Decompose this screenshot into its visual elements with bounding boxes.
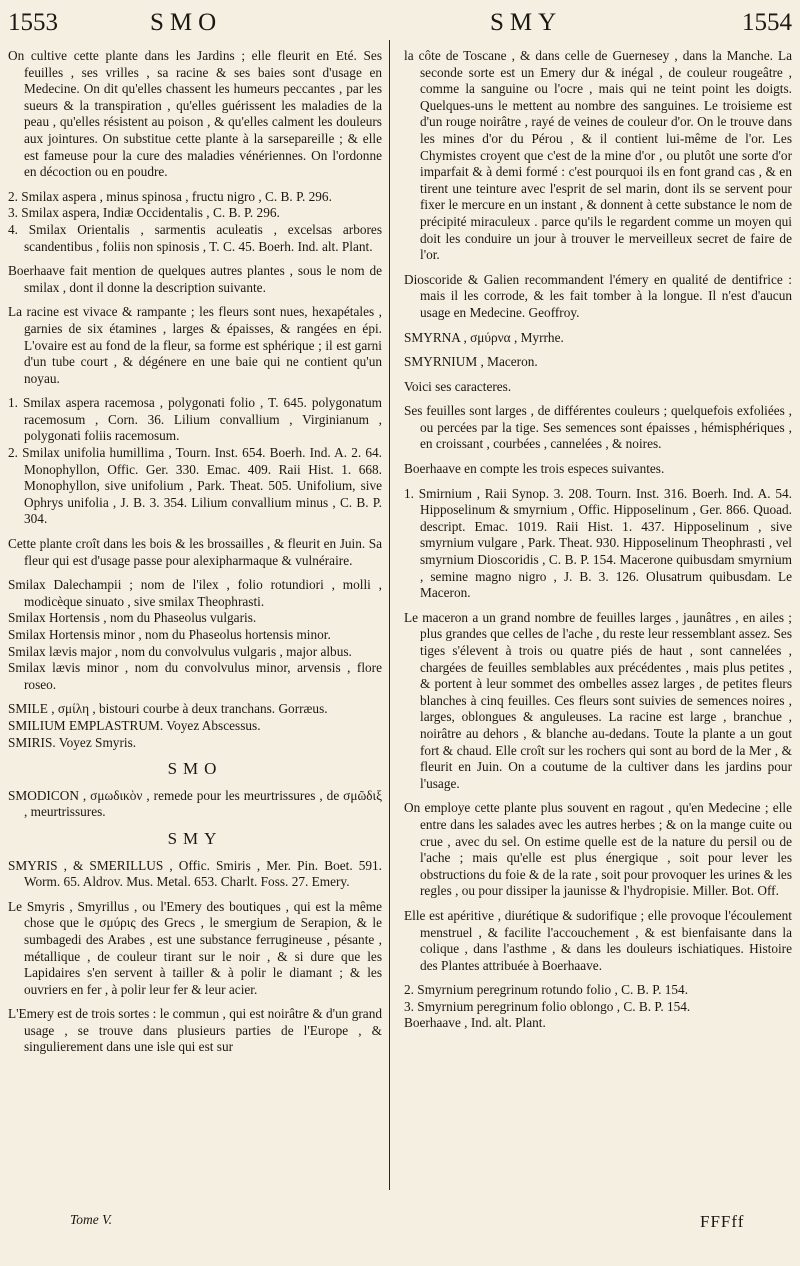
left-paragraph: Le Smyris , Smyrillus , ou l'Emery des boutiques , qui est la même chose que le σμύρις des Grecs , le smergium de Serapion, & le sumbagedi des Arabes , est une substance ferrugineuse , pésante , métallique , de couleur tirant sur le noir , & si dure que les Lapidaires s'en servent à tailler & à polir le diamant ; & les ouvriers en fer , à polir leur fer & leur acier. <box>8 898 382 997</box>
page-number-right: 1554 <box>742 9 792 36</box>
right-list-item: 2. Smyrnium peregrinum rotundo folio , C. B. P. 154. <box>404 982 689 998</box>
column-divider <box>389 40 390 1190</box>
page-header <box>0 0 800 46</box>
left-paragraph: On cultive cette plante dans les Jardins ; elle fleurit en Eté. Ses feuilles , ses vrilles , sa racine & ses baies sont d'usage en Medecine. On dit qu'elles chassent les humeurs peccantes , par les sueurs & la transpiration , qu'elles guérissent les maladies de la peau , qu'elles résistent au poison , & qu'elles calment les douleurs aux jointures. On substitue cette plante à la sarsepareille ; & elle est fameuse pour la cure des maladies vénériennes. On l'ordonne en décoction ou en poudre. <box>8 48 382 180</box>
left-list-item: 1. Smilax aspera racemosa , polygonati folio , T. 645. polygonatum racemosum , Corn. 36. Lilium convallium , Virginianum , polygonati foliis racemosum. <box>8 395 382 444</box>
right-list-item: Boerhaave , Ind. alt. Plant. <box>404 1015 546 1031</box>
footer-signature: FFFff <box>700 1212 745 1231</box>
left-paragraph: SMYRIS , & SMERILLUS , Offic. Smiris , Mer. Pin. Boet. 591. Worm. 65. Aldrov. Mus. Metal. 653. Charlt. Foss. 27. Emery. <box>8 857 382 890</box>
right-paragraph: Ses feuilles sont larges , de différentes couleurs ; quelquefois exfoliées , ou percées par la tige. Ses semences sont épaisses , hémisphériques , en croissant , courbées , cannelées , & noires. <box>404 403 792 452</box>
right-list-item: 3. Smyrnium peregrinum folio oblongo , C. B. P. 154. <box>404 998 691 1014</box>
right-paragraph: Elle est apéritive , diurétique & sudorifique ; elle provoque l'écoulement menstruel , & facilite l'accouchement , & est bienfaisante dans la colique , dans l'asthme , & dans les douleurs ischiatiques. Histoire des Plantes attribuée à Boerhaave. <box>404 907 792 973</box>
right-list-item: 1. Smirnium , Raii Synop. 3. 208. Tourn. Inst. 316. Boerh. Ind. A. 54. Hipposelinum & smyrnium , Offic. Hipposelinum , Ger. 866. Quoad. descript. Emac. 1019. Raii Hist. 1. 437. Hipposelinum , sive smyrnium vulgare , Park. Theat. 930. Hipposelinum Theophrasti , vel smyrnium Dioscoridis , C. B. P. 154. Macerone quibusdam smyrnium , semine magno nigro , J. B. 3. 126. Olusatrum quibusdam. Le Maceron. <box>404 485 792 601</box>
right-paragraph: Voici ses caracteres. <box>404 378 512 394</box>
right-list <box>404 486 792 602</box>
right-paragraph: SMYRNA , σμύρνα , Myrrhe. <box>404 329 564 345</box>
left-paragraph: SMODICON , σμωδικὸν , remede pour les meurtrissures , de σμῶδιξ , meurtrissures. <box>8 787 382 820</box>
left-paragraph: La racine est vivace & rampante ; les fleurs sont nues, hexapétales , garnies de six étamines , larges & épaisses, & rangées en épi. L'ovaire est au fond de la fleur, sa forme est sphérique ; il est garni d'un tube court , & dégénere en une baie qui ne contient qu'un noyau. <box>8 304 382 386</box>
left-paragraph: Cette plante croît dans les bois & les brossailles , & fleurit en Juin. Sa fleur qui est d'usage passe pour alexipharmaque & vulnéraire. <box>8 536 382 568</box>
running-head-right: SMY <box>490 9 563 36</box>
left-list-item: 2. Smilax aspera , minus spinosa , fructu nigro , C. B. P. 296. <box>8 188 332 204</box>
left-list-item: Smilax Hortensis minor , nom du Phaseolus hortensis minor. <box>8 627 331 642</box>
left-list-item: Smilax Dalechampii ; nom de l'ilex , folio rotundiori , molli , modicèque sinuato , sive smilax Theophrasti. <box>8 577 382 609</box>
left-section-heading: SMO <box>167 759 223 779</box>
left-list-item: 4. Smilax Orientalis , sarmentis aculeatis , excelsas arbores scandentibus , foliis non spinosis , T. C. 45. Boerh. Ind. alt. Plant. <box>8 221 382 254</box>
left-list-item: 3. Smilax aspera, Indiæ Occidentalis , C. B. P. 296. <box>8 205 280 221</box>
left-paragraph: Boerhaave fait mention de quelques autres plantes , sous le nom de smilax , dont il donne la description suivante. <box>8 263 382 295</box>
right-paragraph: Boerhaave en compte les trois especes suivantes. <box>404 461 665 477</box>
left-list-item: SMILIUM EMPLASTRUM. Voyez Abscessus. <box>8 717 261 733</box>
left-list <box>8 189 382 255</box>
running-head-left: SMO <box>150 9 223 36</box>
left-list <box>8 395 382 528</box>
right-column <box>404 48 792 1040</box>
left-paragraph: L'Emery est de trois sortes : le commun , qui est noirâtre & d'un grand usage , se trouve dans plusieurs parties de l'Europe , & singulierement dans une isle qui est sur <box>8 1006 382 1055</box>
right-paragraph: On employe cette plante plus souvent en ragout , qu'en Medecine ; elle entre dans les salades avec les autres herbes ; & on la mange cuite ou crue , avec du sel. On estime quelle est de la nature du persil ou de l'ache ; mais qu'elle est plus énergique , soit pour lever les obstructions du foie & de la rate , soit pour provoquer les urines & les regles , ou pour dissiper la jaunisse & l'hydropisie. Miller. Bot. Off. <box>404 800 792 899</box>
left-list <box>8 701 382 751</box>
right-list <box>404 982 792 1032</box>
left-list-item: Smilax lævis minor , nom du convolvulus minor, arvensis , flore roseo. <box>8 660 382 692</box>
footer-volume: Tome V. <box>70 1212 113 1227</box>
left-list-item: Smilax Hortensis , nom du Phaseolus vulgaris. <box>8 610 257 626</box>
left-list-item: 2. Smilax unifolia humillima , Tourn. Inst. 654. Boerh. Ind. A. 2. 64. Monophyllon, Offic. Ger. 330. Emac. 409. Raii Hist. 1. 668. Monophyllon, sive unifolium , Park. Theat. 505. Unifolium, sive Ophrys unifolia , J. B. 3. 354. Lilium convallium minus , C. B. P. 304. <box>8 445 382 527</box>
left-list-item: Smilax lævis major , nom du convolvulus vulgaris , major albus. <box>8 643 352 659</box>
left-list-item: SMIRIS. Voyez Smyris. <box>8 734 137 750</box>
right-paragraph: Le maceron a un grand nombre de feuilles larges , jaunâtres , en ailes ; plus grandes que celles de l'ache , du reste leur ressemblant assez. Ses tiges s'élevent à trois ou quatre piés de haut , sont cannelées , chargées de feuilles semblables aux précédentes , mais plus petites , & portent à leur sommet des ombelles assez larges , de petites fleurs blanches à cinq feuilles. Ces fleurs sont suivies de semences noires , larges, oblongues & anguleuses. La racine est large , branchue , noirâtre au dehors , & blanche au-dedans. Toute la plante a un gout fort & chaud. Elle croît sur les rochers qui sont au bord de la Mer , & fleurit en Juin. On a coutume de la cultiver dans les jardins pour l'usage. <box>404 609 792 791</box>
left-column <box>8 48 382 1064</box>
left-section-heading: SMY <box>167 828 223 848</box>
right-paragraph: SMYRNIUM , Maceron. <box>404 354 538 370</box>
right-paragraph: Dioscoride & Galien recommandent l'émery en qualité de dentifrice : mais il les corrode, & les fait tomber à la longue. Il n'est d'aucun usage en Medecine. Geoffroy. <box>404 271 792 320</box>
left-list <box>8 577 382 693</box>
page-number-left: 1553 <box>8 9 58 36</box>
right-paragraph: la côte de Toscane , & dans celle de Guernesey , dans la Manche. La seconde sorte est un Emery dur & inégal , de couleur rougeâtre , comme la sanguine ou l'ocre , mais qui ne teint point les doigts. Quelques-uns le mettent au nombre des sanguines. Le troisieme est d'un rouge noirâtre , rayé de veines de couleur d'or. On le trouve dans les mines d'or du Pérou , & il contient lui-même de l'or. Les Chymistes croyent que c'est de la mine d'or , ou plutôt une sorte d'or imparfait & à demi formé : c'est pourquoi ils en font grand cas , & en tirent une teinture avec l'esprit de sel marin, dont ils se servent pour fixer le mercure en un instant , & donnent à cette substance le nom de précipité miraculeux . parce qu'ils le regardent comme un moyen qui doit les conduire un jour à trouver le merveilleux secret de faire de l'or. <box>404 48 792 263</box>
left-list-item: SMILE , σμίλη , bistouri courbe à deux tranchans. Gorræus. <box>8 701 328 717</box>
